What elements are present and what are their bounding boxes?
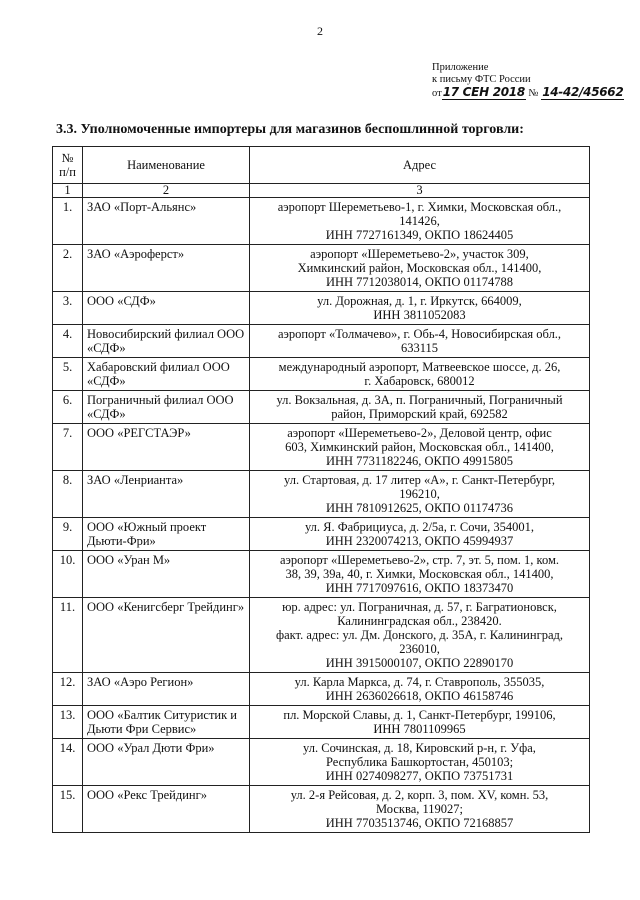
address-line: ИНН 3811052083 bbox=[373, 308, 466, 322]
address-line: ул. Вокзальная, д. 3А, п. Пограничный, Пограничный bbox=[276, 393, 563, 407]
row-number: 9. bbox=[53, 518, 83, 551]
address-line: ИНН 7717097616, ОКПО 18373470 bbox=[325, 581, 514, 595]
table-row bbox=[53, 739, 590, 786]
importer-address bbox=[250, 598, 590, 673]
importer-address bbox=[250, 358, 590, 391]
address-line: ИНН 2320074213, ОКПО 45994937 bbox=[325, 534, 514, 548]
table-row bbox=[53, 245, 590, 292]
table-row bbox=[53, 325, 590, 358]
importer-address bbox=[250, 424, 590, 471]
row-number: 11. bbox=[53, 598, 83, 673]
importer-address bbox=[250, 673, 590, 706]
address-line: Калининградская обл., 238420. bbox=[337, 614, 502, 628]
row-number: 15. bbox=[53, 786, 83, 833]
table-row bbox=[53, 424, 590, 471]
importer-address bbox=[250, 245, 590, 292]
address-line: юр. адрес: ул. Пограничная, д. 57, г. Багратионовск, bbox=[282, 600, 557, 614]
table-row bbox=[53, 706, 590, 739]
row-number: 8. bbox=[53, 471, 83, 518]
importer-address bbox=[250, 391, 590, 424]
table-row bbox=[53, 551, 590, 598]
address-line: международный аэропорт, Матвеевское шоссе, д. 26, bbox=[278, 360, 561, 374]
letter-number: 14-42/45662 bbox=[542, 85, 624, 99]
importers-table bbox=[52, 146, 590, 833]
address-line: район, Приморский край, 692582 bbox=[331, 407, 508, 421]
table-row bbox=[53, 673, 590, 706]
importer-name: ООО «РЕГСТАЭР» bbox=[83, 424, 250, 471]
table-index-row bbox=[53, 184, 590, 198]
address-line: 603, Химкинский район, Московская обл., 141400, bbox=[285, 440, 554, 454]
address-line: Химкинский район, Московская обл., 141400, bbox=[297, 261, 542, 275]
address-line: ул. 2-я Рейсовая, д. 2, корп. 3, пом. XV, комн. 53, bbox=[290, 788, 549, 802]
address-line: ул. Сочинская, д. 18, Кировский р-н, г. Уфа, bbox=[303, 741, 536, 755]
address-line: пл. Морской Славы, д. 1, Санкт-Петербург, 199106, bbox=[283, 708, 556, 722]
address-line: ИНН 0274098277, ОКПО 73751731 bbox=[325, 769, 514, 783]
address-line: факт. адрес: ул. Дм. Донского, д. 35А, г. Калининград, bbox=[276, 628, 563, 642]
row-number: 7. bbox=[53, 424, 83, 471]
header-name: Наименование bbox=[83, 147, 250, 184]
table-body bbox=[53, 198, 590, 833]
address-line: ИНН 7810912625, ОКПО 01174736 bbox=[325, 501, 514, 515]
address-line: ИНН 7712038014, ОКПО 01174788 bbox=[325, 275, 514, 289]
address-line: ул. Карла Маркса, д. 74, г. Ставрополь, 355035, bbox=[294, 675, 545, 689]
importer-name: ООО «Балтик Ситуристик и Дьюти Фри Сервис» bbox=[83, 706, 250, 739]
index-cell: 3 bbox=[250, 184, 590, 198]
importer-name: ООО «Уран М» bbox=[83, 551, 250, 598]
importer-address bbox=[250, 739, 590, 786]
table-row bbox=[53, 786, 590, 833]
importer-name: ООО «Кенигсберг Трейдинг» bbox=[83, 598, 250, 673]
address-line: ул. Дорожная, д. 1, г. Иркутск, 664009, bbox=[317, 294, 522, 308]
importer-address bbox=[250, 292, 590, 325]
row-number: 5. bbox=[53, 358, 83, 391]
address-line: ИНН 2636026618, ОКПО 46158746 bbox=[325, 689, 514, 703]
importer-address bbox=[250, 471, 590, 518]
table-row bbox=[53, 391, 590, 424]
address-line: 141426, bbox=[399, 214, 440, 228]
address-line: ИНН 7727161349, ОКПО 18624405 bbox=[325, 228, 514, 242]
address-line: ИНН 7731182246, ОКПО 49915805 bbox=[325, 454, 514, 468]
row-number: 12. bbox=[53, 673, 83, 706]
row-number: 3. bbox=[53, 292, 83, 325]
appendix-line-1: Приложение bbox=[432, 62, 489, 73]
appendix-line-2: к письму ФТС России bbox=[432, 74, 531, 85]
table-row bbox=[53, 598, 590, 673]
importer-name: ЗАО «Аэро Регион» bbox=[83, 673, 250, 706]
row-number: 1. bbox=[53, 198, 83, 245]
importer-name: Пограничный филиал ООО «СДФ» bbox=[83, 391, 250, 424]
header-num: № п/п bbox=[53, 147, 83, 184]
table-row bbox=[53, 471, 590, 518]
importer-name: ООО «Урал Дюти Фри» bbox=[83, 739, 250, 786]
address-line: Москва, 119027; bbox=[375, 802, 464, 816]
appendix-block bbox=[432, 62, 632, 100]
row-number: 6. bbox=[53, 391, 83, 424]
row-number: 14. bbox=[53, 739, 83, 786]
address-line: ИНН 3915000107, ОКПО 22890170 bbox=[325, 656, 514, 670]
address-line: г. Хабаровск, 680012 bbox=[364, 374, 475, 388]
address-line: 633115 bbox=[400, 341, 439, 355]
page-number: 2 bbox=[317, 24, 323, 38]
row-number: 13. bbox=[53, 706, 83, 739]
address-line: аэропорт «Толмачево», г. Обь-4, Новосибирская обл., bbox=[277, 327, 562, 341]
address-line: 196210, bbox=[399, 487, 440, 501]
index-cell: 2 bbox=[83, 184, 250, 198]
address-line: 38, 39, 39а, 40, г. Химки, Московская обл., 141400, bbox=[285, 567, 554, 581]
row-number: 4. bbox=[53, 325, 83, 358]
importer-address bbox=[250, 706, 590, 739]
importer-name: Хабаровский филиал ООО «СДФ» bbox=[83, 358, 250, 391]
importer-address bbox=[250, 518, 590, 551]
number-label: № bbox=[528, 88, 539, 99]
address-line: ИНН 7801109965 bbox=[373, 722, 466, 736]
address-line: ул. Стартовая, д. 17 литер «А», г. Санкт-Петербург, bbox=[284, 473, 555, 487]
address-line: 236010, bbox=[399, 642, 440, 656]
appendix-reference bbox=[432, 86, 632, 100]
address-line: аэропорт «Шереметьево-2», участок 309, bbox=[310, 247, 529, 261]
table-row bbox=[53, 198, 590, 245]
importer-name: ЗАО «Аэроферст» bbox=[83, 245, 250, 292]
address-line: аэропорт «Шереметьево-2», стр. 7, эт. 5, пом. 1, ком. bbox=[279, 553, 560, 567]
letter-date: 17 СЕН 2018 bbox=[442, 85, 525, 99]
row-number: 2. bbox=[53, 245, 83, 292]
header-address: Адрес bbox=[250, 147, 590, 184]
importer-address bbox=[250, 551, 590, 598]
table-row bbox=[53, 358, 590, 391]
address-line: ул. Я. Фабрициуса, д. 2/5а, г. Сочи, 354001, bbox=[304, 520, 535, 534]
importer-address bbox=[250, 786, 590, 833]
table-header-row bbox=[53, 147, 590, 184]
importer-name: ЗАО «Ленрианта» bbox=[83, 471, 250, 518]
table-row bbox=[53, 518, 590, 551]
row-number: 10. bbox=[53, 551, 83, 598]
table-row bbox=[53, 292, 590, 325]
address-line: ИНН 7703513746, ОКПО 72168857 bbox=[325, 816, 514, 830]
importer-name: ООО «Южный проект Дьюти-Фри» bbox=[83, 518, 250, 551]
importer-name: ООО «СДФ» bbox=[83, 292, 250, 325]
from-label: от bbox=[432, 88, 442, 99]
section-title: 3.3. Уполномоченные импортеры для магазинов беспошлинной торговли: bbox=[56, 122, 524, 137]
index-cell: 1 bbox=[53, 184, 83, 198]
address-line: аэропорт Шереметьево-1, г. Химки, Московская обл., bbox=[277, 200, 562, 214]
address-line: аэропорт «Шереметьево-2», Деловой центр, офис bbox=[287, 426, 552, 440]
address-line: Республика Башкортостан, 450103; bbox=[325, 755, 514, 769]
importer-address bbox=[250, 325, 590, 358]
importer-name: Новосибирский филиал ООО «СДФ» bbox=[83, 325, 250, 358]
importer-address bbox=[250, 198, 590, 245]
importer-name: ЗАО «Порт-Альянс» bbox=[83, 198, 250, 245]
importer-name: ООО «Рекс Трейдинг» bbox=[83, 786, 250, 833]
